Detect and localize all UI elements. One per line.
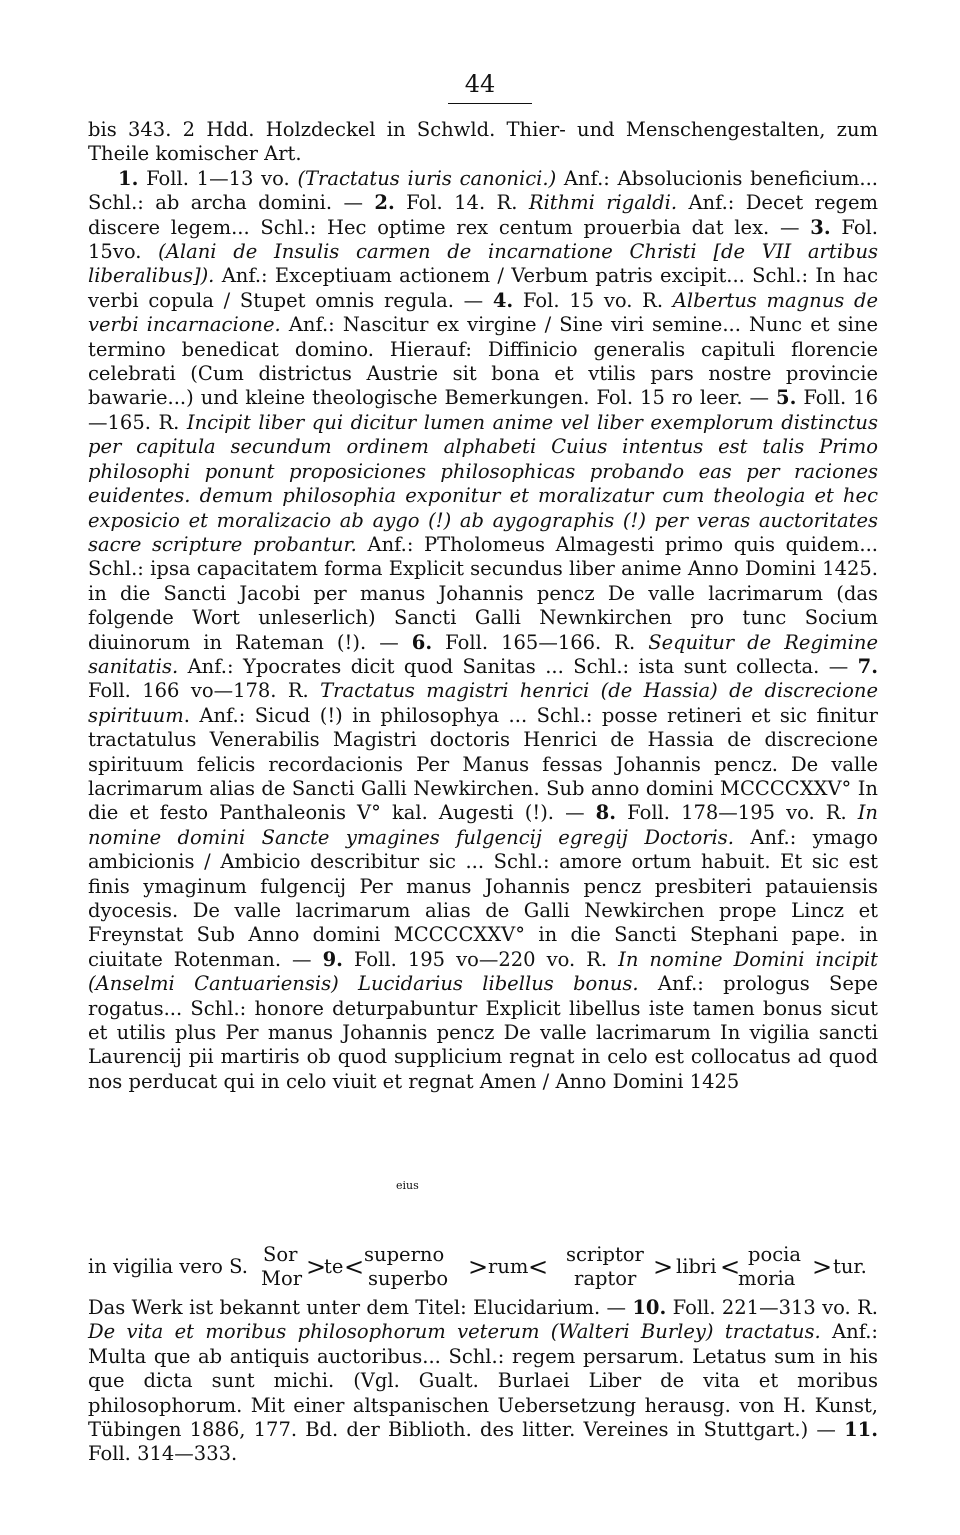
text-run: Anf.: Exceptiuam actionem / Verbum patris excipit... Schl.: In hac verbi copula / Stupet omnis regula. — [88, 264, 878, 312]
verse-arrow: > [653, 1253, 674, 1281]
item-number: 1. [118, 166, 139, 190]
italic-title: In nomine Domini incipit (Anselmi Cantuariensis) Lucidarius libellus bonus. [88, 947, 878, 996]
text-run: Anf.: Nascitur ex virgine / Sine viri semine... Nunc et sine termino benedicat domino. Hierauf: Diffinicio generalis capituli florencie celebrati (Cum districtus Austrie sit bona et vtilis pars nostre provincie bawarie...) und kleine theologische Bemerkungen. Fol. 15 ro leer. — [88, 313, 878, 410]
text-run: Fol. 15 vo. R. [513, 288, 673, 312]
verse-line [88, 1243, 878, 1289]
item-number: 3. [810, 215, 831, 239]
paragraph-intro: bis 343. 2 Hdd. Holzdeckel in Schwld. Thier- und Menschengestalten, zum Theile komischer Art. [88, 118, 878, 166]
item-number: 11. [844, 1418, 878, 1442]
italic-title: Incipit liber qui dicitur lumen anime vel liber exemplorum distinctus per capitula secundum ordinem alphabeti Cuius intentus est talis Primo philosophi ponunt proposiciones philosophicas probando eas per raciones euidentes. demum philosophia exponitur et moralizatur cum theologia et hec exposicio et moralizacio ab aygo (!) ab aygographis (!) per veras auctoritates sacre scripture probantur. [88, 410, 878, 556]
text-run: . Anf.: Sicud (!) in philosophya ... Schl.: posse retineri et sic finitur tractatulus Venerabilis Magistri doctoris Henrici de Hassia de discrecione spirituum felicis recordacionis Per Manus fessas Johannis pencz. De valle lacrimarum alias de Sancti Galli Newkirchen. Sub anno domini MCCCCXXV° In die et festo Panthaleonis V° kal. Augesti (!). — [88, 703, 878, 825]
text-run: Anf.: ymago ambicionis / Ambicio describitur sic ... Schl.: amore ortum habuit. Et sic est finis ymaginum fulgencij Per manus Johannis pencz presbiteri patauiensis dyocesis. De valle lacrimarum alias de Galli Newkirchen prope Lincz et Freynstat Sub Anno domini MCCCCXXV° in die Sancti Stephani pape. in ciuitate Rotenman. — [88, 825, 878, 971]
text-run: Fol. 15vo. [88, 215, 878, 264]
item-number: 10. [632, 1296, 667, 1319]
text-run: Das Werk ist bekannt unter dem Titel: Elucidarium. — [88, 1296, 633, 1319]
italic-title: Albertus magnus de verbi incarnacione. [88, 288, 878, 337]
verse-te: te [324, 1255, 344, 1278]
page-number-rule [448, 103, 532, 104]
item-number: 9. [322, 947, 343, 971]
text-run: Foll. 178—195 vo. R. [616, 801, 858, 825]
verse-tur: tur. [833, 1255, 867, 1278]
verse-rum: rum [488, 1255, 529, 1278]
text-run: Foll. 221—313 vo. R. [666, 1296, 878, 1319]
text-run: Foll. 16—165. R. [88, 386, 878, 434]
verse-arrow: < [528, 1253, 549, 1281]
verse-pocia: pocia [748, 1243, 802, 1266]
page-number: 44 [464, 70, 496, 98]
verse-arrow: > [468, 1253, 489, 1281]
text-run: Fol. 14. R. [394, 191, 529, 215]
text-run: Anf.: PTholomeus Almagesti primo quis quidem... Schl.: ipsa capacitatem forma Explicit secundus liber anime Anno Domini 1425. in die Sancti Jacobi per manus Johannis pencz De valle lacrimarum (das folgende Wort unleserlich) Sancti Galli Newnkirchen pro tunc Socium diuinorum in Rateman (!). — [88, 532, 878, 654]
body-text [88, 118, 878, 1094]
verse-prefix: in vigilia vero S. [88, 1255, 248, 1278]
italic-title: De vita et moribus philosophorum veterum (Walteri Burley) tractatus. [88, 1320, 821, 1344]
item-number: 8. [595, 801, 617, 825]
verse-arrow: < [720, 1253, 741, 1281]
verse-raptor: raptor [574, 1267, 637, 1290]
verse-mor: Mor [261, 1267, 303, 1290]
text-run: Anf.: Ypocrates dicit quod Sanitas ... Schl.: ista sunt collecta. — [178, 654, 858, 678]
item-number: 4. [492, 288, 514, 312]
text-run: Foll. 165—166. R. [432, 630, 649, 654]
text-run: Anf.: Absolucionis beneficium... Schl.: ab archa domini. — [88, 166, 878, 215]
text-run: Anf.: Decet regem discere legem... Schl.: Hec optime rex centum prouerbia dat lex. — [88, 191, 878, 239]
verse-libri: libri [676, 1255, 717, 1278]
italic-title: Tractatus magistri henrici (de Hassia) de discrecione spirituum [88, 679, 878, 727]
text-run: Foll. 314—333. [88, 1442, 238, 1466]
item-number: 6. [411, 630, 433, 654]
superscript-eius: eius [396, 1179, 419, 1192]
item-number: 5. [776, 386, 797, 410]
italic-title: Sequitur de Regimine sanitatis. [88, 630, 879, 678]
italic-title: (Tractatus iuris canonici.) [297, 166, 557, 190]
text-run: Anf.: Multa que ab antiquis auctoribus... Schl.: regem persarum. Letatus sum in his que dicta sunt michi. (Vgl. Gualt. Burlaei Liber de vita et moribus philosophorum. Mit einer altspanischen Uebersetzung herausg. von H. Kunst, Tübingen 1886, 177. Bd. der Biblioth. des litter. Vereines in Stuttgart.) — [88, 1320, 878, 1442]
item-number: 7. [857, 654, 878, 678]
text-run: Foll. 1—13 vo. [138, 166, 298, 190]
italic-title: In nomine domini Sancte ymagines fulgencij egregij Doctoris. [88, 801, 878, 849]
verse-arrow: < [344, 1253, 365, 1281]
text-run: Foll. 195 vo—220 vo. R. [342, 947, 619, 971]
verse-arrow: > [306, 1253, 327, 1281]
verse-moria: moria [738, 1267, 796, 1290]
verse-superbo: superbo [368, 1267, 449, 1290]
paragraph-contents [88, 167, 878, 1094]
italic-title: Rithmi rigaldi. [528, 191, 678, 215]
item-number: 2. [374, 191, 395, 215]
closing-paragraph [88, 1296, 878, 1467]
text-run: Foll. 166 vo—178. R. [88, 679, 321, 703]
verse-superno: superno [364, 1243, 445, 1266]
italic-title: (Alani de Insulis carmen de incarnatione Christi [de VII artibus liberalibus]). [88, 240, 879, 288]
verse-sor: Sor [263, 1243, 298, 1266]
verse-arrow: > [812, 1253, 833, 1281]
verse-scriptor: scriptor [566, 1243, 644, 1266]
text-run: Anf.: prologus Sepe rogatus... Schl.: honore deturpabuntur Explicit libellus iste tamen bonus sicut et utilis plus Per manus Johannis pencz De valle lacrimarum In vigilia sancti Laurencij pii martiris ob quod supplicium regnat in celo est collocatus ad quod nos perducat qui in celo viuit et regnat Amen / Anno Domini 1425 [88, 972, 878, 1093]
